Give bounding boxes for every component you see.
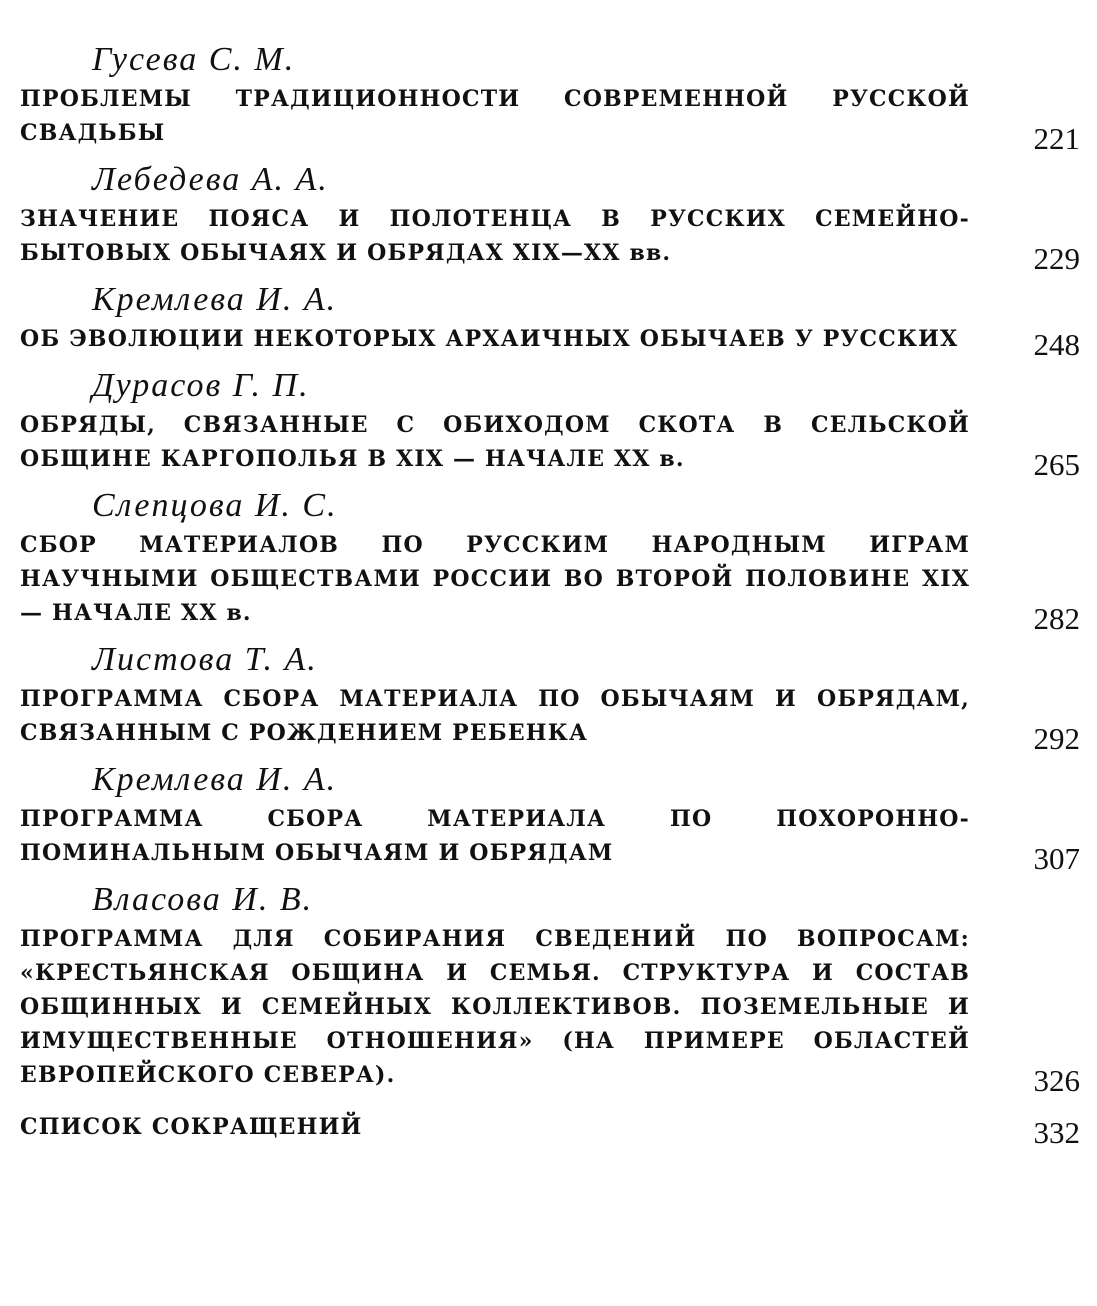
entry-page-number: 229 [1033,241,1080,276]
toc-entry [20,880,1080,1098]
entry-page-number: 326 [1033,1063,1080,1098]
entry-row [20,202,1080,276]
entry-title: ОБ ЭВОЛЮЦИИ НЕКОТОРЫХ АРХАИЧНЫХ ОБЫЧАЕВ У РУССКИХ [20,326,959,352]
entry-page-number: 265 [1033,447,1080,482]
toc-entry [20,366,1080,482]
entry-row [20,408,1080,482]
toc-entry [20,280,1080,362]
toc-entry [20,40,1080,156]
entry-page-number: 221 [1033,121,1080,156]
entry-author: Дурасов Г. П. [92,367,310,404]
entry-page-number: 282 [1033,601,1080,636]
toc-entry [20,640,1080,756]
entry-row [20,528,1080,636]
entry-row [20,802,1080,876]
toc-entry [20,760,1080,876]
entry-row [20,82,1080,156]
entry-row [20,322,1080,362]
entry-author: Лебедева А. А. [92,161,329,198]
entry-author: Кремлева И. А. [92,761,338,798]
entry-page-number: 307 [1033,841,1080,876]
entry-author: Власова И. В. [92,881,314,918]
entry-title: ПРОБЛЕМЫ ТРАДИЦИОННОСТИ СОВРЕМЕННОЙ РУССКОЙ СВАДЬБЫ [20,86,970,146]
entry-row [20,682,1080,756]
entry-title: ПРОГРАММА СБОРА МАТЕРИАЛА ПО ОБЫЧАЯМ И ОБРЯДАМ, СВЯЗАННЫМ С РОЖДЕНИЕМ РЕБЕНКА [20,686,970,746]
entry-title: СБОР МАТЕРИАЛОВ ПО РУССКИМ НАРОДНЫМ ИГРАМ НАУЧНЫМИ ОБЩЕСТВАМИ РОССИИ ВО ВТОРОЙ ПОЛОВИНЕ XIX — НАЧАЛЕ XX в. [20,532,970,626]
entry-author: Листова Т. А. [92,641,318,678]
table-of-contents [20,40,1080,1150]
entry-row [20,922,1080,1098]
entry-author: Гусева С. М. [92,41,296,78]
entry-page-number: 292 [1033,721,1080,756]
toc-entry [20,160,1080,276]
entry-title: ПРОГРАММА ДЛЯ СОБИРАНИЯ СВЕДЕНИЙ ПО ВОПРОСАМ: «КРЕСТЬЯНСКАЯ ОБЩИНА И СЕМЬЯ. СТРУКТУРА И СОСТАВ ОБЩИННЫХ И СЕМЕЙНЫХ КОЛЛЕКТИВОВ. ПОЗЕМЕЛЬНЫЕ И ИМУЩЕСТВЕННЫЕ ОТНОШЕНИЯ» (НА ПРИМЕРЕ ОБЛАСТЕЙ ЕВРОПЕЙСКОГО СЕВЕРА). [20,926,970,1088]
abbreviations-page-number: 332 [1033,1115,1080,1150]
toc-entry [20,486,1080,636]
entry-title: ПРОГРАММА СБОРА МАТЕРИАЛА ПО ПОХОРОННО-ПОМИНАЛЬНЫМ ОБЫЧАЯМ И ОБРЯДАМ [20,806,970,866]
entry-title: ЗНАЧЕНИЕ ПОЯСА И ПОЛОТЕНЦА В РУССКИХ СЕМЕЙНО-БЫТОВЫХ ОБЫЧАЯХ И ОБРЯДАХ XIX—XX вв. [20,206,970,266]
entry-author: Слепцова И. С. [92,487,338,524]
entry-author: Кремлева И. А. [92,281,338,318]
entry-page-number: 248 [1033,327,1080,362]
entry-title: ОБРЯДЫ, СВЯЗАННЫЕ С ОБИХОДОМ СКОТА В СЕЛЬСКОЙ ОБЩИНЕ КАРГОПОЛЬЯ В XIX — НАЧАЛЕ XX в. [20,412,970,472]
abbreviations-entry [20,1110,1080,1150]
abbreviations-title: СПИСОК СОКРАЩЕНИЙ [20,1114,363,1140]
